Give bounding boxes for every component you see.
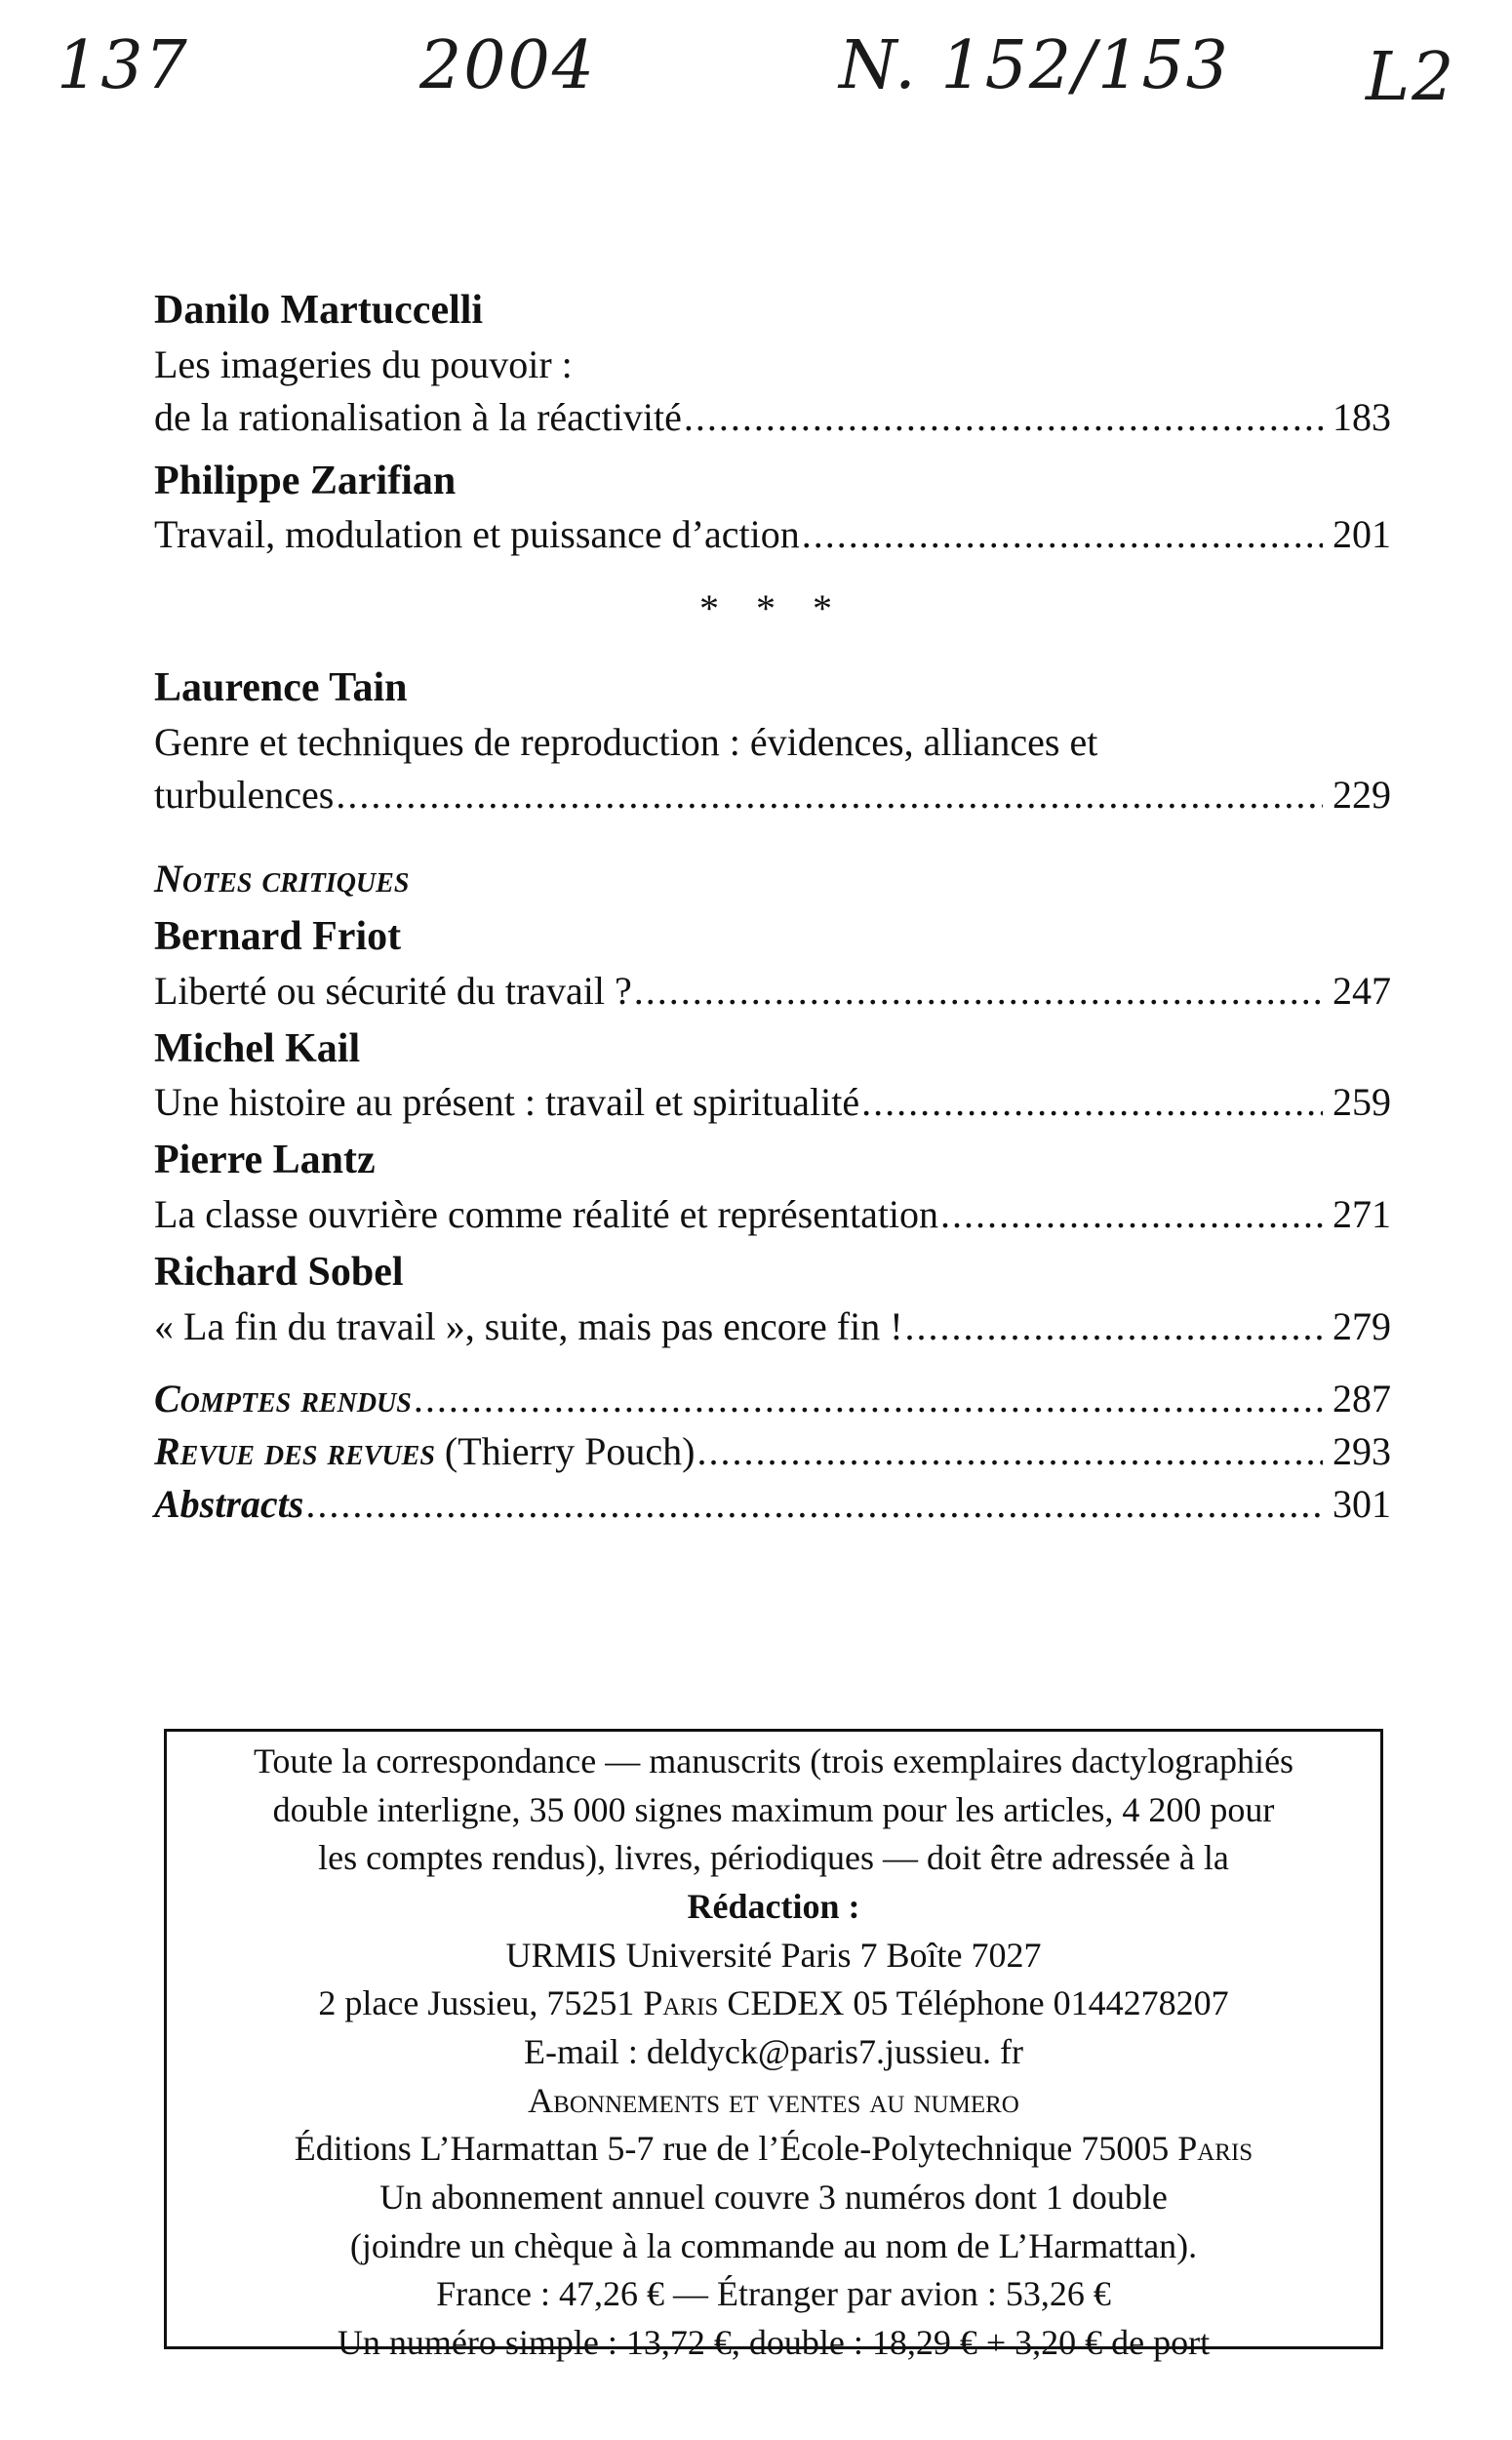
entry-title: La classe ouvrière comme réalité et représentation [154, 1192, 939, 1237]
box-line: Toute la correspondance — manuscrits (trois exemplaires dactylographiés [253, 1741, 1294, 1780]
box-heading: Rédaction : [687, 1887, 860, 1927]
entry-author: Philippe Zarifian [154, 458, 457, 503]
box-line: E-mail : deldyck@paris7.jussieu. fr [523, 2032, 1024, 2072]
entry-line [154, 1188, 1391, 1241]
section-title [154, 1425, 696, 1478]
page-number: 287 [1333, 1376, 1391, 1420]
dot-leader [940, 1188, 1323, 1241]
entry-line [154, 391, 1391, 444]
box-line: Un abonnement annuel couvre 3 numéros dont 1 double [379, 2178, 1168, 2218]
page-number: 293 [1333, 1428, 1391, 1473]
dot-leader [802, 508, 1323, 561]
entry-line [154, 1300, 1391, 1353]
box-line: URMIS Université Paris 7 Boîte 7027 [505, 1935, 1042, 1975]
entry-title: Travail, modulation et puissance d’action [154, 512, 800, 557]
entry-author: Michel Kail [154, 1025, 361, 1071]
section-title-text: Revue des revues [154, 1428, 435, 1473]
entry-title: turbulences [154, 773, 335, 818]
publisher-city: Paris [1177, 2129, 1253, 2169]
entry-line [154, 965, 1391, 1018]
dot-leader [684, 391, 1323, 444]
abstracts-line [154, 1478, 1391, 1531]
section-title: Comptes rendus [154, 1376, 412, 1420]
box-line: Un numéro simple : 13,72 €, double : 18,29 € + 3,20 € de port [337, 2323, 1211, 2363]
toc-entry [154, 283, 1391, 444]
toc-entry [154, 454, 1391, 562]
handwritten-number: 137 [57, 27, 189, 104]
box-line: (joindre un chèque à la commande au nom de L’Harmattan). [349, 2225, 1198, 2265]
dot-leader [697, 1425, 1324, 1478]
section-title-author: (Thierry Pouch) [444, 1428, 696, 1473]
box-line [180, 1980, 1367, 2028]
dot-leader [414, 1373, 1323, 1425]
handwritten-issue: N. 152/153 [839, 27, 1230, 104]
page-number: 229 [1333, 773, 1391, 818]
page-number: 259 [1333, 1080, 1391, 1125]
entry-author: Laurence Tain [154, 665, 408, 711]
entry-line [154, 508, 1391, 561]
comptes-rendus-line [154, 1373, 1391, 1425]
address-part: 2 place Jussieu, 75251 [318, 1983, 644, 2023]
entry-title: Les imageries du pouvoir : [154, 341, 573, 386]
box-subheading: Abonnements et ventes au numero [528, 2080, 1019, 2120]
entry-title: Liberté ou sécurité du travail ? [154, 968, 632, 1013]
entry-author: Bernard Friot [154, 914, 402, 960]
correspondence-box [164, 1729, 1383, 2363]
box-line: France : 47,26 € — Étranger par avion : 53,26 € [436, 2274, 1111, 2314]
entry-line [154, 769, 1391, 821]
section-title: Abstracts [154, 1481, 304, 1526]
section-heading: Notes critiques [154, 857, 410, 901]
handwritten-year: 2004 [419, 27, 597, 104]
handwritten-code: L2 [1366, 39, 1456, 116]
publisher-address: Éditions L’Harmattan 5-7 rue de l’École-Polytechnique 75005 [294, 2129, 1178, 2169]
revue-des-revues-line [154, 1425, 1391, 1478]
address-city: Paris [643, 1983, 719, 2023]
entry-title: Genre et techniques de reproduction : évidences, alliances et [154, 720, 1098, 765]
entry-line [154, 1076, 1391, 1129]
box-line [180, 2125, 1367, 2174]
entry-title: de la rationalisation à la réactivité [154, 394, 682, 439]
entry-author: Pierre Lantz [154, 1138, 376, 1183]
dot-leader [305, 1478, 1323, 1531]
page-number: 247 [1333, 968, 1391, 1013]
entry-author: Danilo Martuccelli [154, 288, 484, 333]
address-part: CEDEX 05 Téléphone 0144278207 [718, 1983, 1229, 2023]
page-number: 271 [1333, 1192, 1391, 1237]
toc-entry [154, 1245, 1391, 1353]
toc-entry [154, 1133, 1391, 1241]
dot-leader [336, 769, 1323, 821]
toc-entry [154, 909, 1391, 1018]
toc-entry [154, 1021, 1391, 1130]
page-number: 279 [1333, 1303, 1391, 1348]
entry-title: « La fin du travail », suite, mais pas encore fin ! [154, 1303, 903, 1348]
separator-stars: * * * [699, 586, 846, 631]
box-line: double interligne, 35 000 signes maximum pour les articles, 4 200 pour [272, 1789, 1275, 1829]
page-number: 201 [1333, 512, 1391, 557]
page-number: 183 [1333, 394, 1391, 439]
table-of-contents [154, 283, 1391, 1531]
dot-leader [905, 1300, 1323, 1353]
dot-leader [634, 965, 1323, 1018]
dot-leader [861, 1076, 1323, 1129]
page-number: 301 [1333, 1481, 1391, 1526]
entry-title: Une histoire au présent : travail et spiritualité [154, 1080, 860, 1125]
toc-entry [154, 660, 1391, 821]
entry-author: Richard Sobel [154, 1250, 404, 1296]
box-line: les comptes rendus), livres, périodiques — doit être adressée à la [318, 1838, 1229, 1878]
